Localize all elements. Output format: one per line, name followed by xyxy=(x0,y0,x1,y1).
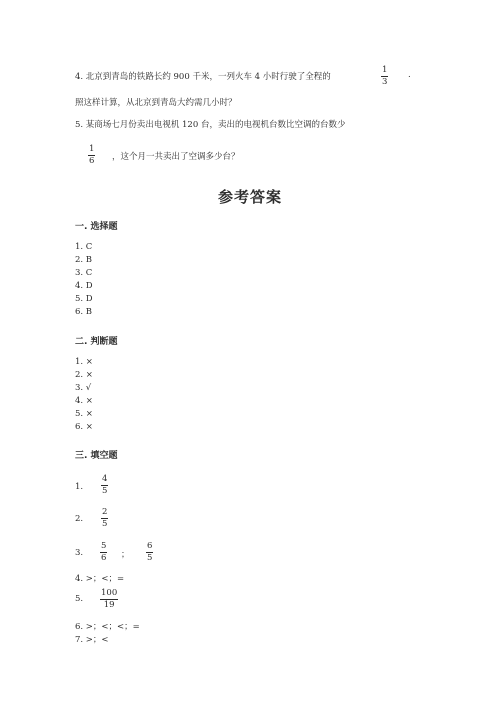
fill-answer-1-label: 1. xyxy=(75,482,84,492)
fraction-denominator: 19 xyxy=(103,599,115,610)
choice-answer: 4. D xyxy=(75,281,93,291)
section-heading-fill: 三. 填空题 xyxy=(75,451,118,461)
fill-answer-5-label: 5. xyxy=(75,594,84,604)
fraction-denominator: 5 xyxy=(102,518,108,529)
choice-answer: 5. D xyxy=(75,294,93,304)
fill-answer-4: 4. >；<；= xyxy=(75,574,125,584)
fraction-numerator: 4 xyxy=(102,474,108,484)
fill-answer-2-label: 2. xyxy=(75,514,84,524)
fill-answer-1-fraction xyxy=(101,475,108,495)
choice-answer: 6. B xyxy=(75,307,93,317)
q5-text-line1: 5. 某商场七月份卖出电视机 120 台，卖出的电视机台数比空调的台数少 xyxy=(75,120,346,130)
fraction-denominator: 6 xyxy=(101,552,107,563)
fraction-denominator: 5 xyxy=(102,485,108,496)
fraction-numerator: 1 xyxy=(382,65,388,75)
fill-answer-3-fraction-1 xyxy=(100,542,107,562)
q4-fraction xyxy=(381,66,388,86)
judge-answer: 1. × xyxy=(75,357,93,367)
fraction-numerator: 100 xyxy=(101,588,118,598)
fraction-denominator: 5 xyxy=(147,552,153,563)
fill-answer-6: 6. >；<；<；= xyxy=(75,622,140,632)
choice-answer: 2. B xyxy=(75,255,93,265)
judge-answer: 2. × xyxy=(75,370,93,380)
judge-answer: 5. × xyxy=(75,409,93,419)
q5-fraction xyxy=(88,145,95,165)
q4-text-line1: 4. 北京到青岛的铁路长约 900 千米，一列火车 4 小时行驶了全程的 xyxy=(75,72,331,82)
q4-period: . xyxy=(408,70,411,80)
fraction-numerator: 6 xyxy=(147,541,153,551)
q5-text-line2: ，这个月一共卖出了空调多少台？ xyxy=(112,152,240,162)
judge-answer: 3. √ xyxy=(75,383,92,393)
fill-answer-3-label: 3. xyxy=(75,548,84,558)
q4-text-line2: 照这样计算，从北京到青岛大约需几小时？ xyxy=(75,98,237,108)
choice-answer: 3. C xyxy=(75,268,93,278)
fill-answer-5-fraction xyxy=(100,589,118,609)
judge-answer: 4. × xyxy=(75,396,93,406)
fraction-numerator: 2 xyxy=(102,507,108,517)
fraction-denominator: 3 xyxy=(382,76,388,87)
fill-answer-7: 7. >；< xyxy=(75,635,109,645)
fill-answer-3-fraction-2 xyxy=(146,542,153,562)
judge-answer: 6. × xyxy=(75,422,93,432)
choice-answer: 1. C xyxy=(75,242,93,252)
fraction-denominator: 6 xyxy=(89,155,95,166)
answer-title: 参考答案 xyxy=(217,188,282,206)
fill-answer-2-fraction xyxy=(101,508,108,528)
fill-answer-3-separator: ； xyxy=(121,550,130,560)
fraction-numerator: 1 xyxy=(89,144,95,154)
section-heading-choice: 一. 选择题 xyxy=(75,222,118,232)
fraction-numerator: 5 xyxy=(101,541,107,551)
section-heading-judge: 二. 判断题 xyxy=(75,337,118,347)
